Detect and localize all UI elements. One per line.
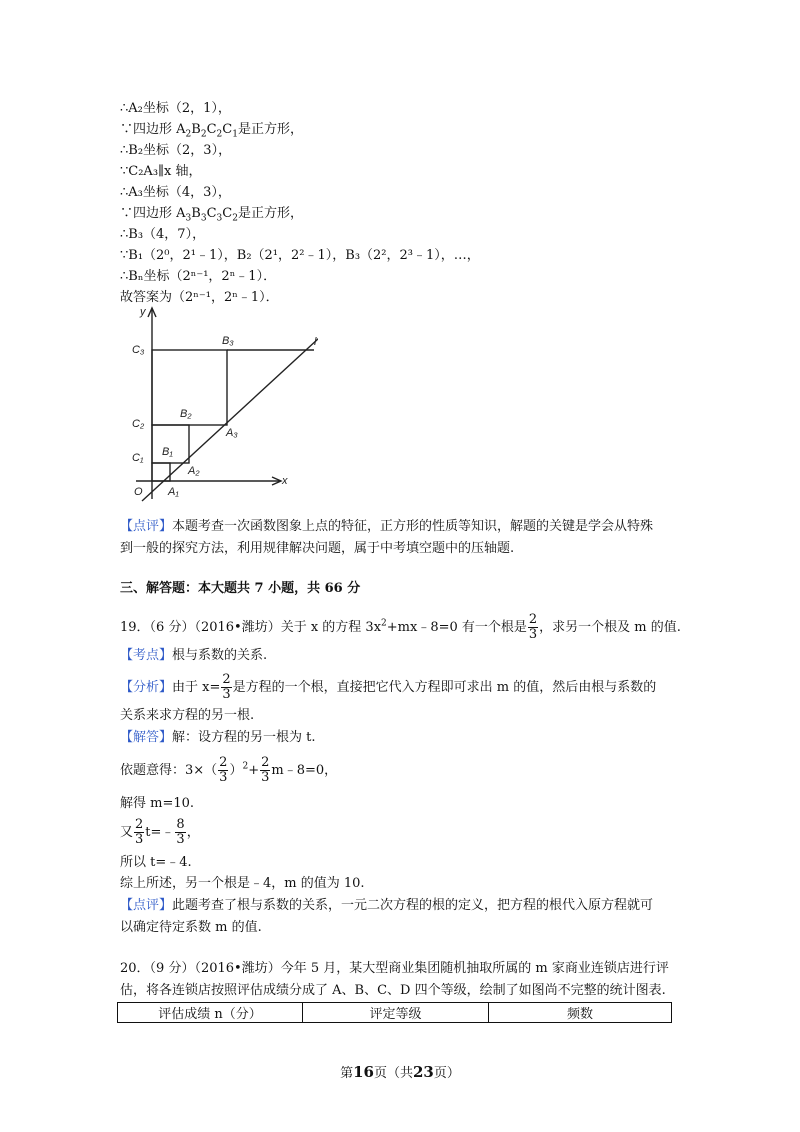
label-l: l — [314, 336, 317, 348]
section-title: 三、解答题：本大题共 7 小题，共 66 分 — [120, 581, 361, 596]
label-A3: A₃ — [226, 427, 238, 439]
table-header: 频数 — [489, 1003, 672, 1023]
solution-line: ∴Bₙ坐标（2ⁿ⁻¹，2ⁿ﹣1）． — [120, 269, 277, 284]
table-header: 评估成绩 n（分） — [118, 1003, 303, 1023]
q19-t: 所以 t=﹣4. — [120, 855, 192, 870]
label-B3: B₃ — [222, 335, 234, 347]
label-B1: B₁ — [162, 446, 173, 458]
q19-jieda: 【解答】解：设方程的另一根为 t. — [120, 730, 316, 745]
solution-line: 故答案为（2ⁿ⁻¹，2ⁿ﹣1）． — [120, 290, 279, 305]
q20-stem: 20．（9 分）（2016•潍坊）今年 5 月，某大型商业集团随机抽取所属的 m 家商业连锁店进行评 — [120, 961, 669, 976]
solution-line: ∵C₂A₃∥x 轴， — [120, 164, 202, 179]
label-y: y — [140, 306, 146, 318]
comment-1: 【点评】本题考查一次函数图象上点的特征，正方形的性质等知识，解题的关键是学会从特殊 — [120, 519, 654, 534]
q19-dianping: 【点评】此题考查了根与系数的关系，一元二次方程的根的定义，把方程的根代入原方程就可 — [120, 898, 654, 913]
q19-stem: 19．（6 分）（2016•潍坊）关于 x 的方程 $3x^2+mx﹣8=0$ 有一个根是 $\frac{2}{3}$ ，求另一个根及 m 的值. — [120, 612, 681, 642]
comment-1-cont: 到一般的探究方法，利用规律解决问题，属于中考填空题中的压轴题. — [120, 541, 515, 556]
q19-fenxi-cont: 关系来求方程的另一根. — [120, 708, 255, 723]
label-A2: A₂ — [188, 465, 200, 477]
table-header: 评定等级 — [303, 1003, 489, 1023]
evaluation-table — [117, 1002, 672, 1023]
squares-figure — [118, 303, 318, 503]
solution-line: ∵B₁（2⁰，2¹﹣1），B₂（2¹，2²﹣1），B₃（2²，2³﹣1），…， — [120, 248, 480, 263]
page-footer: 第16页（共23页） — [340, 1063, 460, 1081]
label-B2: B₂ — [180, 408, 192, 420]
q19-fenxi: 【分析】由于 x= $\frac{2}{3}$ 是方程的一个根，直接把它代入方程即可求出 m 的值，然后由根与系数的 — [120, 672, 657, 702]
label-O: O — [134, 486, 143, 498]
solution-line: ∴A₃坐标（4，3）， — [120, 185, 231, 200]
q19-summary: 综上所述，另一个根是﹣4，m 的值为 10. — [120, 876, 365, 891]
solution-line: ∵四边形 $A_3B_3C_3C_2$是正方形， — [120, 206, 303, 224]
solution-line: ∴B₃（4，7）， — [120, 227, 206, 242]
q19-solve-m: 解得 m=10. — [120, 796, 195, 811]
label-C3: C₃ — [132, 344, 145, 356]
label-C1: C₁ — [132, 452, 144, 464]
q19-product: 又 $\frac{2}{3}$ t=﹣ $\frac{8}{3}$ ， — [120, 817, 200, 847]
line-l — [142, 338, 318, 501]
label-x: x — [282, 475, 288, 487]
label-C2: C₂ — [132, 418, 145, 430]
q19-dianping-cont: 以确定待定系数 m 的值. — [120, 920, 262, 935]
solution-line: ∴B₂坐标（2，3）， — [120, 143, 232, 158]
solution-line: ∴A₂坐标（2，1）， — [120, 101, 231, 116]
q20-stem-cont: 估，将各连锁店按照评估成绩分成了 A、B、C、D 四个等级，绘制了如图尚不完整的统计图表. — [120, 983, 666, 998]
q19-kaodian: 【考点】根与系数的关系. — [120, 648, 268, 663]
q19-equation: 依题意得：3×（ $\frac{2}{3}$ ）$^2$+ $\frac{2}{3}$ m﹣8=0， — [120, 755, 338, 785]
label-A1: A₁ — [168, 486, 179, 498]
solution-line: ∵四边形 $A_2B_2C_2C_1$是正方形， — [120, 122, 303, 140]
